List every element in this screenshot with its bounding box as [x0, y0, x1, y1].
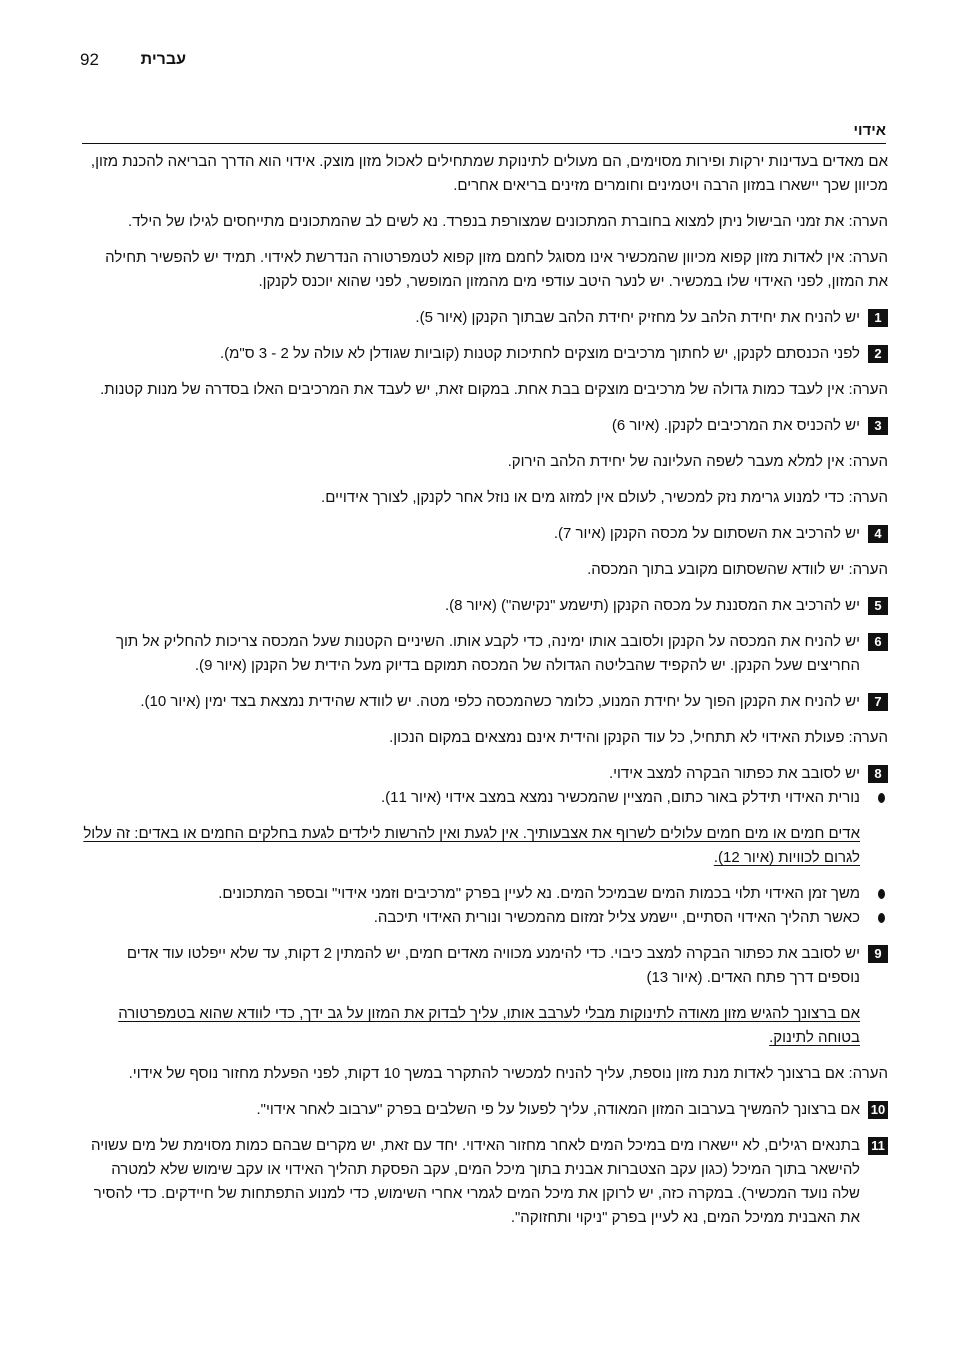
step-number-badge: 1 [868, 309, 888, 327]
warning-text: אם ברצונך להגיש מזון מאודה לתינוקות מבלי לערבב אותו, עליך לבדוק את המזון על גב ידך, כדי לוודא שהוא בטמפרטורה בטוחה לתינוק. [118, 1005, 860, 1046]
bullet-text: משך זמן האידוי תלוי בכמות המים שבמיכל המים. נא לעיין בפרק "מרכיבים וזמני אידוי" ובספר המתכונים. [218, 885, 860, 902]
page-content [82, 150, 888, 1242]
step-text: אם ברצונך להמשיך בערבוב המזון המאודה, עליך לפעול על פי השלבים בפרק "ערבוב לאחר אידוי". [256, 1101, 860, 1118]
note-paragraph: הערה: פעולת האידוי לא תתחיל, כל עוד הקנקן והידית אינם נמצאים במקום הנכון. [389, 729, 888, 746]
step-11 [82, 1134, 888, 1230]
bullet-text: נורית האידוי תידלק באור כתום, המציין שהמכשיר נמצא במצב אידוי (איור 11). [380, 789, 860, 806]
language-label: עברית [140, 51, 186, 68]
step-number-badge: 8 [868, 765, 888, 783]
step-number-badge: 7 [868, 693, 888, 711]
step-4 [82, 522, 888, 546]
warning-text: אדים חמים או מים חמים עלולים לשרוף את אצבעותיך. אין לגעת ואין להרשות לילדים לגעת בחלקים החמים או באדים: זה עלול לגרום לכוויות (איור 12). [83, 825, 860, 866]
step-7 [82, 690, 888, 714]
step-number-badge: 4 [868, 525, 888, 543]
step-2 [82, 342, 888, 366]
intro-paragraph: אם מאדים בעדינות ירקות ופירות מסוימים, הם מעולים לתינוקת שמתחילים לאכול מזון מוצק. אידוי הוא הדרך הבריאה להכנת מזון, מכיוון שכך יישארו במזון הרבה ויטמינים וחומרים מזינים בריאים אחרים. [90, 153, 888, 194]
note-paragraph: הערה: יש לוודא שהשסתום מקובע בתוך המכסה. [587, 561, 888, 578]
step-3 [82, 414, 888, 438]
bullet-icon [878, 793, 885, 803]
note-paragraph: הערה: כדי למנוע גרימת נזק למכשיר, לעולם אין למזוג מים או נוזל אחר לקנקן, לצורך אידויים. [321, 489, 888, 506]
step-number-badge: 6 [868, 633, 888, 651]
step-1 [82, 306, 888, 330]
step-text: יש להכניס את המרכיבים לקנקן. (איור 6) [611, 417, 860, 434]
warning-paragraph [82, 822, 888, 870]
step-number-badge: 5 [868, 597, 888, 615]
bullet-item [82, 786, 888, 810]
step-text: יש להרכיב את המסננת על מכסה הקנקן (תישמע "נקישה") (איור 8). [444, 597, 860, 614]
step-5 [82, 594, 888, 618]
bullet-icon [878, 913, 885, 923]
note-paragraph: הערה: את זמני הבישול ניתן למצוא בחוברת המתכונים שמצורפת בנפרד. נא לשים לב שהמתכונים מתייחסים לגילו של הילד. [127, 213, 888, 230]
step-text: יש להניח את המכסה על הקנקן ולסובב אותו ימינה, כדי לקבע אותו. השיניים הקטנות שעל המכסה צריכות להחליק אל תוך החריצים שעל הקנקן. יש להקפיד שהבליטה הגדולה של המכסה תמוקם בדיוק מעל הידית של הקנקן (איור 9). [115, 633, 860, 674]
step-8 [82, 762, 888, 786]
step-text: בתנאים רגילים, לא יישארו מים במיכל המים לאחר מחזור האידוי. יחד עם זאת, יש מקרים שבהם כמות מסוימת של מים עשויה להישאר בתוך המיכל (כגון עקב הצטברות אבנית בתוך מיכל המים, עקב הפסקת תהליך האידוי או עקב שימוש שלא למטרה שלה נועד המכשיר). במקרה כזה, יש לרוקן את מיכל המים לגמרי אחרי השימוש, כדי למנוע התפתחות של חיידקים. כדי להסיר את האבנית ממיכל המים, נא לעיין בפרק "ניקוי ותחזוקה". [91, 1137, 860, 1226]
step-6 [82, 630, 888, 678]
step-9 [82, 942, 888, 990]
step-number-badge: 2 [868, 345, 888, 363]
step-10 [82, 1098, 888, 1122]
section-title: אידוי [82, 122, 886, 144]
page-number: 92 [80, 50, 99, 69]
step-number-badge: 9 [868, 945, 888, 963]
step-text: יש להניח את יחידת הלהב על מחזיק יחידת הלהב שבתוך הקנקן (איור 5). [415, 309, 860, 326]
bullet-text: כאשר תהליך האידוי הסתיים, יישמע צליל זמזום מהמכשיר ונורית האידוי תיכבה. [373, 909, 860, 926]
bullet-list [82, 882, 888, 930]
bullet-icon [878, 889, 885, 899]
step-number-badge: 10 [868, 1101, 888, 1119]
step-text: יש להרכיב את השסתום על מכסה הקנקן (איור 7). [553, 525, 860, 542]
page-header [80, 50, 186, 74]
note-paragraph: הערה: אין למלא מעבר לשפה העליונה של יחידת הלהב הירוק. [507, 453, 888, 470]
step-text: יש לסובב את כפתור הבקרה למצב אידוי. [608, 765, 860, 782]
note-paragraph: הערה: אם ברצונך לאדות מנת מזון נוספת, עליך להניח למכשיר להתקרר במשך 10 דקות, לפני הפעלת מחזור נוסף של אידוי. [128, 1065, 888, 1082]
step-text: לפני הכנסתם לקנקן, יש לחתוך מרכיבים מוצקים לחתיכות קטנות (קוביות שגודלן לא עולה על 2 - 3 ס"מ). [219, 345, 860, 362]
step-text: יש להניח את הקנקן הפוך על יחידת המנוע, כלומר כשהמכסה כלפי מטה. יש לוודא שהידית נמצאת בצד ימין (איור 10). [140, 693, 860, 710]
step-number-badge: 11 [868, 1137, 888, 1155]
note-paragraph: הערה: אין לעבד כמות גדולה של מרכיבים מוצקים בבת אחת. במקום זאת, יש לעבד את המרכיבים האלו בסדרה של מנות קטנות. [100, 381, 888, 398]
bullet-item [82, 882, 888, 906]
step-number-badge: 3 [868, 417, 888, 435]
warning-paragraph [82, 1002, 888, 1050]
step-text: יש לסובב את כפתור הבקרה למצב כיבוי. כדי להימנע מכוויה מאדים חמים, יש להמתין 2 דקות, עד שלא ייפלטו עוד אדים נוספים דרך פתח האדים. (איור 13) [126, 945, 860, 986]
note-paragraph: הערה: אין לאדות מזון קפוא מכיוון שהמכשיר אינו מסוגל לחמם מזון קפוא לטמפרטורה הנדרשת לאידוי. תמיד יש להפשיר תחילה את המזון, לפני האידוי שלו במכשיר. יש לנער היטב עודפי מים מהמזון המופשר, לפני שהוא יוכנס לקנקן. [105, 249, 888, 290]
bullet-item [82, 906, 888, 930]
